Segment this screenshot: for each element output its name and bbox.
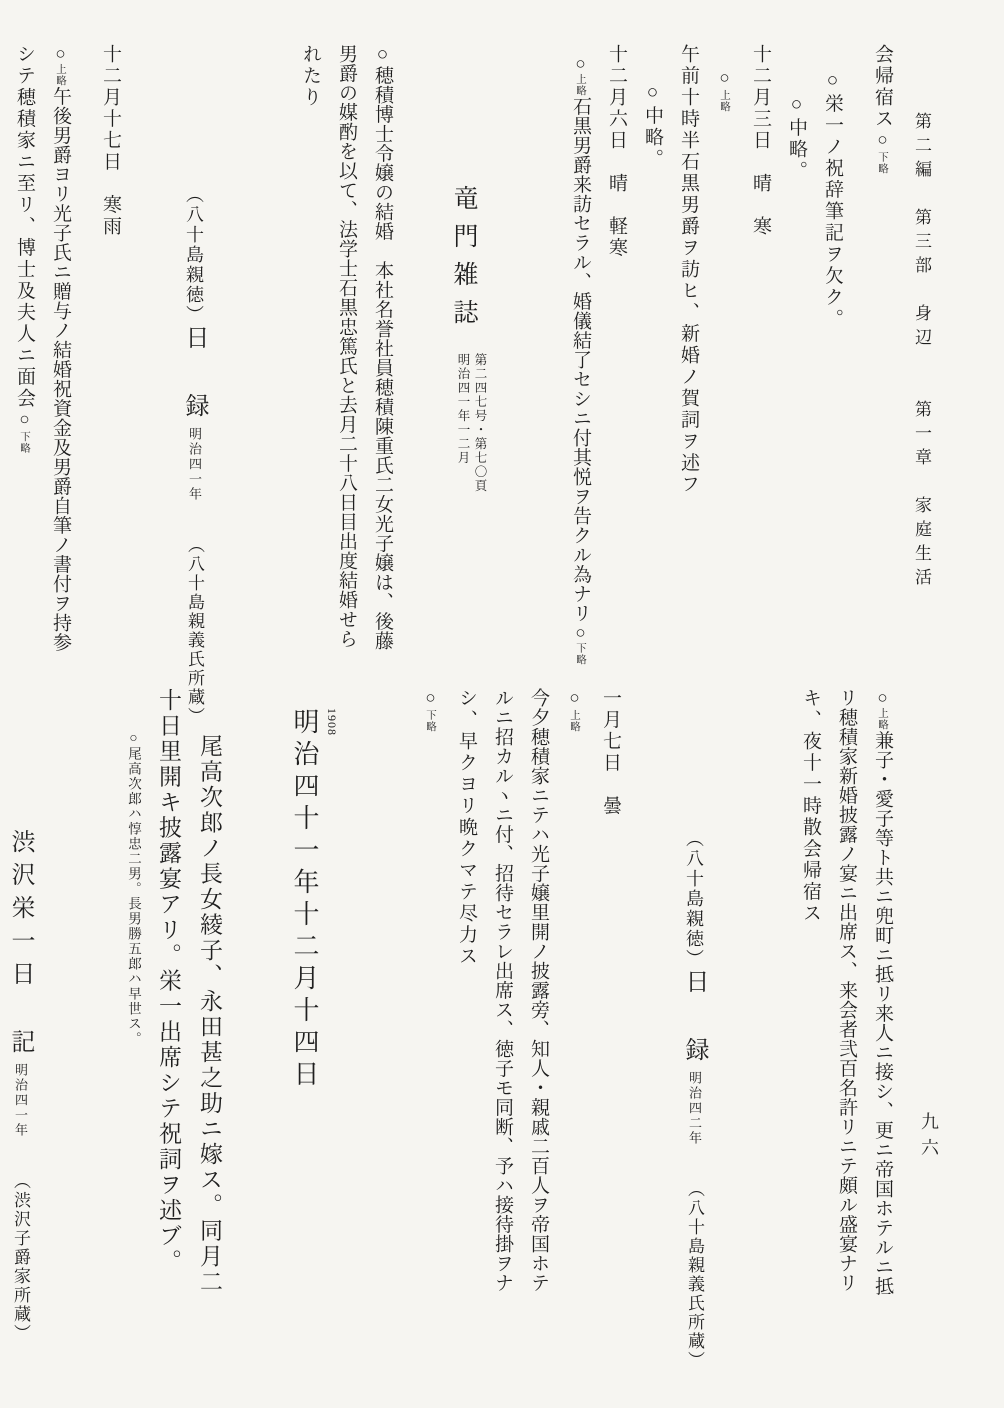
article-line: 男爵の媒酌を以て、法学士石黒忠篤氏と去月二十八日目出度結婚せら [336,44,357,649]
ellipsis-label: 下略 [19,431,30,454]
diary-line: ○上略兼子・愛子等ト共ニ兜町ニ抵リ来人ニ接シ、更ニ帝国ホテルニ抵 [872,688,893,1296]
source-title: 日 録 [681,969,707,1071]
running-head: 第二編 第三部 身辺 第一章 家庭生活 [912,112,931,592]
journal-citation [454,353,488,493]
note-line: ○尾高次郎ハ惇忠二男。長男勝五郎ハ早世ス。 [126,730,141,1047]
article-line: ○穂積博士令嬢の結婚 本社名誉社員穂積陳重氏二女光子嬢は、後藤 [372,44,393,651]
source-author: （八十島親徳） [184,185,204,325]
diary-line: ○栄一ノ祝辞筆記ヲ欠ク。 [822,70,843,330]
journal-title: 竜門雑誌 [450,185,477,337]
ellipsis-circle-icon: ○ [873,688,892,708]
source-owner: （八十島親義氏所蔵） [685,1180,704,1370]
page-number: 九六 [919,1112,939,1164]
source-attribution [128,44,260,726]
ellipsis-circle-icon: ○ [421,688,440,710]
ellipsis-circle-icon: ○ [15,409,34,431]
ellipsis-line: ○中略。 [642,82,663,170]
ellipsis-label: 下略 [575,642,586,666]
ellipsis-label: 下略 [425,709,436,733]
ellipsis-circle-icon: ○ [51,44,70,64]
summary-line: 尾高次郎ノ長女綾子、永田甚之助ニ嫁ス。同月二 [197,734,222,1295]
source-attribution [628,688,760,1370]
source-year: 明治四二年 [687,1071,702,1146]
source-owner: （渋沢子爵家所蔵） [11,1172,30,1343]
diary-line: 午前十時半石黒男爵ヲ訪ヒ、新婚ノ賀詞ヲ述フ [678,44,699,496]
diary-line: リ穂積家新婚披露ノ宴ニ出席ス、来会者弐百名許リニテ頗ル盛宴ナリ [836,688,857,1293]
source-owner: （八十島親義氏所蔵） [185,536,204,726]
journal-heading [400,44,530,696]
ellipsis-circle-icon: ○ [715,68,734,90]
date-line: 一月七日 曇 [600,688,621,817]
source-year: 明治四一年 [187,427,202,502]
entry-heading-date: 明治四十一年十二月十四日 [290,708,319,1092]
diary-line: 会帰宿ス○下略 [872,44,893,175]
ellipsis-label: 下略 [877,151,888,175]
diary-line: キ、夜十一時散会帰宿ス [800,688,821,925]
ellipsis-label: 上略 [877,707,888,731]
western-year: 1908 [325,708,339,736]
ellipsis-line: ○中略。 [786,94,807,182]
ellipsis-label: 上略 [719,89,730,113]
summary-line: 十日里開キ披露宴アリ。栄一出席シテ祝詞ヲ述ブ。 [156,688,181,1275]
source-attribution [0,688,86,1356]
date-line: 十二月十七日 寒雨 [100,44,121,238]
date-line: 十二月六日 晴 軽寒 [606,44,627,259]
journal-date: 明治四一年一二月 [456,353,470,465]
source-author: （八十島親徳） [684,829,704,969]
ellipsis-circle-icon: ○ [571,623,590,643]
ellipsis-circle-icon: ○ [571,54,590,74]
ellipsis-circle-icon: ○ [565,688,584,710]
diary-line: ○上略石黒男爵来訪セラル、婚儀結了セシニ付其悦ヲ告クル為ナリ○下略 [570,54,591,666]
bottom-text-block [7,688,900,1370]
diary-line: シ、早クヨリ晩クマテ尽力ス [456,688,477,968]
diary-line: ルニ招カルヽニ付、招待セラレ出席ス、徳子モ同断、予ハ接待掛ヲナ [492,688,513,1293]
source-year: 明治四一年 [13,1063,28,1138]
diary-line: シテ穂積家ニ至リ、博士及夫人ニ面会○下略 [14,44,35,454]
diary-line: ○上略午後男爵ヨリ光子氏ニ贈与ノ結婚祝資金及男爵自筆ノ書付ヲ持参 [50,44,71,652]
diary-line: 今夕穂積家ニテハ光子嬢里開ノ披露旁、知人・親戚二百人ヲ帝国ホテ [528,688,549,1293]
source-title: 日 録 [181,325,207,427]
ellipsis-label: 上略 [55,63,66,87]
ellipsis-line [556,688,592,1356]
ellipsis-label: 上略 [569,709,580,733]
source-title: 日 記 [7,961,33,1063]
ellipsis-line [706,44,742,696]
source-author: 渋沢栄一 [7,829,33,961]
entry-heading [244,688,380,1356]
article-line: れたり [300,44,321,109]
ellipsis-label: 上略 [575,73,586,97]
date-line: 十二月三日 晴 寒 [750,44,771,238]
journal-issue: 第二四七号・第七〇頁 [473,353,487,493]
ellipsis-line [412,688,448,1356]
ellipsis-circle-icon: ○ [873,130,892,152]
